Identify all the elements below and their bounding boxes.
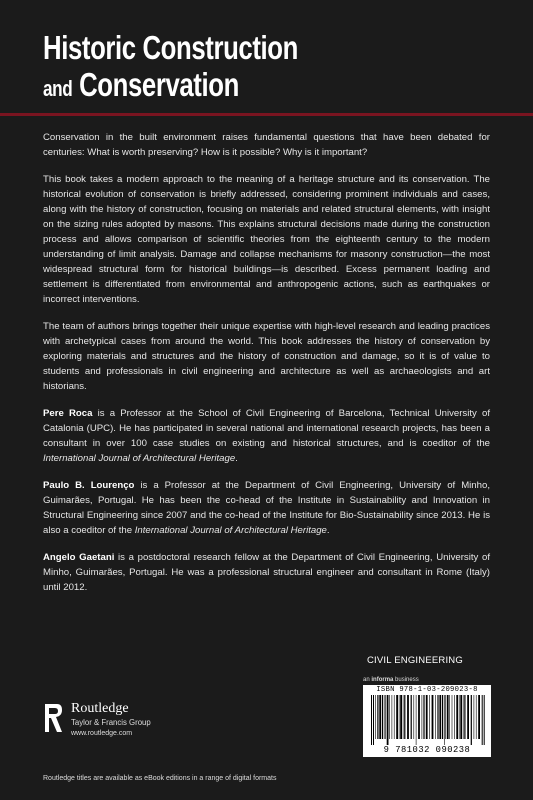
subject-category: CIVIL ENGINEERING bbox=[367, 655, 463, 666]
author-name: Angelo Gaetani bbox=[43, 552, 115, 563]
routledge-logo-icon bbox=[43, 702, 63, 734]
book-title bbox=[43, 30, 394, 108]
publisher-block bbox=[71, 701, 151, 728]
publisher-url[interactable]: www.routledge.com bbox=[71, 730, 133, 737]
barcode-bars bbox=[369, 695, 485, 745]
title-and: and bbox=[43, 76, 73, 101]
author-bio-text: is a postdoctoral research fellow at the Department of Civil Engineering, University of Minho, Guimarães, Portugal. He was a professional structural engineer and consultant in Rome (Italy) until 2012. bbox=[43, 552, 490, 593]
description-paragraph: This book takes a modern approach to the meaning of a heritage structure and its conservation. The historical evolution of conservation is briefly addressed, considering prominent individuals and cases, along with the history of construction, focusing on materials and related structural elements, with insight on the sizing rules adopted by masons. This explains structural decisions made during the construction process and allows comparison of scientific theories from the eighteenth century to the modern understanding of limit analysis. Damage and collapse mechanisms for masonry construction—the most widespread structural form for historical buildings—is described. Excess permanent loading and settlement is differentiated from environmental and anthropogenic actions, such as earthquakes or incorrect interventions. bbox=[43, 174, 490, 305]
intro-paragraph: Conservation in the built environment raises fundamental questions that have been debated for centuries: What is worth preserving? How is it possible? Why is it important? bbox=[43, 132, 490, 158]
title-divider bbox=[0, 113, 533, 116]
publisher-name: Routledge bbox=[71, 701, 129, 716]
journal-title: International Journal of Architectural Heritage bbox=[134, 525, 327, 536]
isbn-text: ISBN 978-1-03-209023-8 bbox=[376, 686, 478, 694]
team-paragraph: The team of authors brings together their unique expertise with high-level research and leading practices with archetypical cases from around the world. This book addresses the history of conservation by exploring materials and structures and the history of construction and damage, so it is of value to students and professionals in civil engineering and architecture as well as archaeologists and art historians. bbox=[43, 321, 490, 392]
author-bio: Paulo B. Lourenço is a Professor at the Department of Civil Engineering, University of Minho, Guimarães, Portugal. He has been the co-head of the Institute in Sustainability and Innovation in Structural Engineering since 2007 and the co-head of the Institute for Bio-Sustainability since 2013. He is also a coeditor of the International Journal of Architectural Heritage. bbox=[43, 480, 490, 536]
title-line-2 bbox=[43, 66, 394, 108]
isbn-barcode bbox=[363, 685, 491, 757]
author-name: Paulo B. Lourenço bbox=[43, 480, 135, 491]
informa-tagline: an informa business bbox=[363, 677, 419, 683]
journal-title: International Journal of Architectural Heritage bbox=[43, 453, 236, 464]
author-bio-text: is a Professor at the School of Civil Engineering of Barcelona, Technical University of Catalonia (UPC). He has participated in several national and international research projects, has been a consultant in over 100 case studies on existing and historical structures, and is coeditor of the bbox=[43, 408, 490, 449]
author-bio: Pere Roca is a Professor at the School of Civil Engineering of Barcelona, Technical University of Catalonia (UPC). He has participated in several national and international research projects, has been a consultant in over 100 case studies on existing and historical structures, and is coeditor of the International Journal of Architectural Heritage. bbox=[43, 408, 490, 464]
author-name: Pere Roca bbox=[43, 408, 93, 419]
publisher-group: Taylor & Francis Group bbox=[71, 718, 151, 727]
author-bio bbox=[43, 550, 490, 595]
title-line-1: Historic Construction bbox=[43, 29, 298, 66]
barcode-digits: 9 781032 090238 bbox=[383, 745, 471, 755]
back-cover-text bbox=[43, 130, 490, 607]
title-conservation: Conservation bbox=[79, 66, 239, 103]
ebook-footnote: Routledge titles are available as eBook editions in a range of digital formats bbox=[43, 775, 277, 782]
author-bio-text: is a Professor at the Department of Civil Engineering, University of Minho, Guimarães, Portugal. He has been the co-head of the Institute in Sustainability and Innovation in Structural Engineering since 2007 and the co-head of the Institute for Bio-Sustainability since 2013. He is also a coeditor of the bbox=[43, 480, 490, 536]
